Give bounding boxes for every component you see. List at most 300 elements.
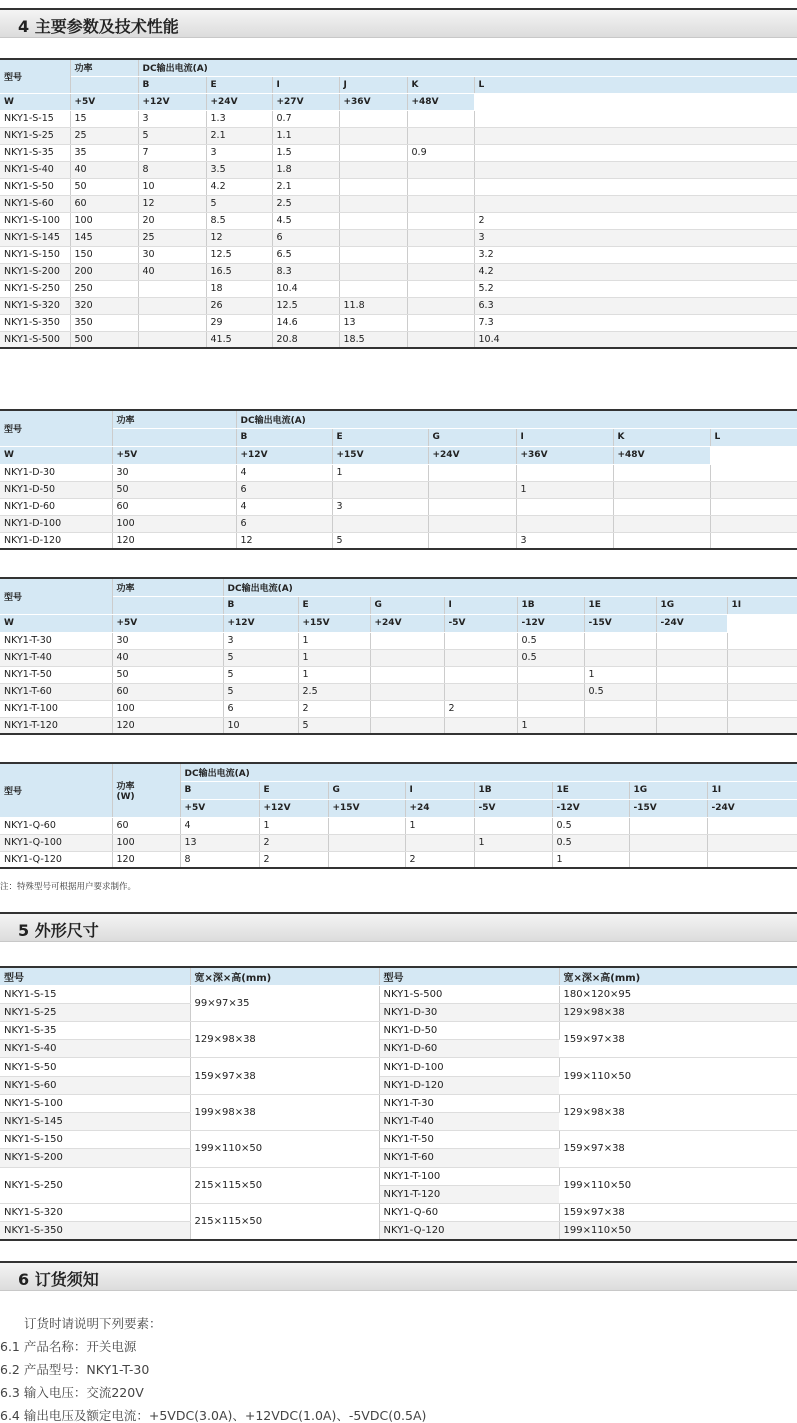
dimension-cell: 199×110×50 — [559, 1058, 797, 1094]
model-cell: NKY1-T-100 — [379, 1167, 559, 1185]
power-cell: 50 — [70, 178, 138, 195]
current-cell — [339, 178, 407, 195]
model-cell: NKY1-T-40 — [0, 649, 112, 666]
current-cell: 2.5 — [298, 683, 370, 700]
current-cell: 8.5 — [206, 212, 272, 229]
dimension-cell: 99×97×35 — [190, 985, 379, 1021]
current-cell: 3 — [223, 632, 298, 649]
model-cell: NKY1-S-150 — [0, 246, 70, 263]
output-voltage: +48V — [613, 446, 710, 464]
current-cell: 2 — [474, 212, 797, 229]
current-cell: 5.2 — [474, 280, 797, 297]
output-voltage: -5V — [444, 614, 517, 632]
dimension-cell: 129×98×38 — [559, 1003, 797, 1021]
power-cell: 60 — [112, 817, 180, 834]
model-cell: NKY1-S-100 — [0, 1094, 190, 1112]
order-intro: 订货时请说明下列要素： — [24, 1316, 162, 1331]
output-voltage: +36V — [516, 446, 613, 464]
dimension-cell: 159×97×38 — [559, 1131, 797, 1167]
current-cell: 4.5 — [272, 212, 339, 229]
model-cell: NKY1-D-120 — [0, 532, 112, 549]
dimension-cell: 199×98×38 — [190, 1094, 379, 1130]
current-cell: 12.5 — [206, 246, 272, 263]
model-cell: NKY1-D-50 — [0, 481, 112, 498]
current-cell: 6 — [272, 229, 339, 246]
current-cell: 8 — [138, 161, 206, 178]
current-cell — [707, 851, 797, 868]
power-cell: 250 — [70, 280, 138, 297]
table-row — [0, 195, 797, 212]
output-voltage: +12V — [223, 614, 298, 632]
dimension-cell: 199×110×50 — [190, 1131, 379, 1167]
current-cell — [370, 666, 444, 683]
model-cell: NKY1-D-60 — [0, 498, 112, 515]
dimension-cell: 129×98×38 — [190, 1022, 379, 1058]
current-cell — [584, 632, 656, 649]
current-cell — [629, 817, 707, 834]
current-cell — [138, 331, 206, 348]
current-cell — [339, 110, 407, 127]
output-code: I — [405, 781, 474, 799]
output-voltage: +5V — [180, 799, 259, 817]
current-cell — [339, 212, 407, 229]
header-row — [0, 428, 797, 446]
output-voltage: +27V — [272, 93, 339, 110]
output-code: L — [710, 428, 797, 446]
section-4-title: 4 主要参数及技术性能 — [18, 17, 179, 36]
current-cell — [328, 817, 405, 834]
table-row — [0, 1167, 797, 1185]
table-dual-output — [0, 409, 797, 550]
table-row — [0, 985, 797, 1003]
output-voltage: +24V — [206, 93, 272, 110]
section-4-header — [0, 8, 797, 38]
power-cell: 15 — [70, 110, 138, 127]
current-cell — [444, 683, 517, 700]
current-cell — [474, 161, 797, 178]
dc-current-header: DC输出电流(A) — [180, 763, 797, 781]
power-cell: 30 — [112, 632, 223, 649]
power-header: 功率 — [70, 59, 138, 76]
current-cell — [328, 851, 405, 868]
output-code: I — [516, 428, 613, 446]
current-cell — [407, 314, 474, 331]
model-cell: NKY1-S-60 — [0, 1076, 190, 1094]
current-cell — [710, 464, 797, 481]
current-cell: 20 — [138, 212, 206, 229]
output-code: 1B — [474, 781, 552, 799]
model-cell: NKY1-D-30 — [0, 464, 112, 481]
current-cell: 1 — [298, 632, 370, 649]
model-cell: NKY1-S-150 — [0, 1131, 190, 1149]
current-cell — [656, 649, 727, 666]
header-row — [0, 967, 797, 985]
output-voltage: -15V — [629, 799, 707, 817]
current-cell — [428, 532, 516, 549]
output-code: E — [259, 781, 328, 799]
section-6-title: 6 订货须知 — [18, 1270, 99, 1289]
power-cell: 30 — [112, 464, 236, 481]
output-voltage: +15V — [298, 614, 370, 632]
current-cell: 13 — [339, 314, 407, 331]
power-cell: 60 — [112, 498, 236, 515]
current-cell: 29 — [206, 314, 272, 331]
header-row — [0, 578, 797, 596]
current-cell — [339, 144, 407, 161]
current-cell: 4 — [180, 817, 259, 834]
table-row — [0, 127, 797, 144]
power-cell: 200 — [70, 263, 138, 280]
header-row — [0, 93, 797, 110]
table-row — [0, 297, 797, 314]
table-row — [0, 144, 797, 161]
power-cell: 100 — [112, 515, 236, 532]
power-cell: 100 — [112, 700, 223, 717]
output-voltage: +24 — [405, 799, 474, 817]
dc-current-header: DC输出电流(A) — [223, 578, 797, 596]
current-cell: 4 — [236, 498, 332, 515]
current-cell: 12 — [138, 195, 206, 212]
current-cell: 2.1 — [272, 178, 339, 195]
dimension-cell: 129×98×38 — [559, 1094, 797, 1130]
current-cell: 10.4 — [474, 331, 797, 348]
table-row — [0, 1222, 797, 1240]
current-cell — [339, 280, 407, 297]
current-cell: 1 — [552, 851, 629, 868]
current-cell — [656, 700, 727, 717]
table-row — [0, 632, 797, 649]
power-cell: 350 — [70, 314, 138, 331]
current-cell: 1 — [474, 834, 552, 851]
power-cell: 60 — [70, 195, 138, 212]
current-cell — [613, 498, 710, 515]
model-cell: NKY1-S-15 — [0, 985, 190, 1003]
current-cell: 10.4 — [272, 280, 339, 297]
current-cell — [727, 683, 797, 700]
current-cell — [138, 280, 206, 297]
current-cell: 4 — [236, 464, 332, 481]
current-cell — [613, 532, 710, 549]
model-cell: NKY1-T-120 — [0, 717, 112, 734]
current-cell — [516, 498, 613, 515]
current-cell — [584, 649, 656, 666]
output-voltage: +12V — [138, 93, 206, 110]
table-row — [0, 532, 797, 549]
dimension-cell: 180×120×95 — [559, 985, 797, 1003]
current-cell — [629, 851, 707, 868]
output-voltage: -12V — [517, 614, 584, 632]
current-cell — [444, 632, 517, 649]
dimension-cell: 159×97×38 — [559, 1022, 797, 1058]
current-cell: 6.3 — [474, 297, 797, 314]
current-cell — [710, 481, 797, 498]
model-cell: NKY1-S-200 — [0, 1149, 190, 1167]
current-cell: 0.7 — [272, 110, 339, 127]
current-cell: 6.5 — [272, 246, 339, 263]
current-cell: 1 — [517, 717, 584, 734]
model-cell: NKY1-T-30 — [0, 632, 112, 649]
current-cell — [407, 127, 474, 144]
current-cell — [656, 683, 727, 700]
table-row — [0, 178, 797, 195]
current-cell — [339, 263, 407, 280]
section-6-header — [0, 1261, 797, 1291]
current-cell — [474, 127, 797, 144]
output-code: E — [332, 428, 428, 446]
current-cell — [474, 178, 797, 195]
model-cell: NKY1-S-320 — [0, 297, 70, 314]
power-cell: 150 — [70, 246, 138, 263]
current-cell: 5 — [206, 195, 272, 212]
current-cell: 0.5 — [517, 649, 584, 666]
output-voltage: +5V — [112, 446, 236, 464]
current-cell: 18.5 — [339, 331, 407, 348]
current-cell — [444, 666, 517, 683]
current-cell — [428, 515, 516, 532]
current-cell: 0.9 — [407, 144, 474, 161]
model-cell: NKY1-T-60 — [379, 1149, 559, 1167]
current-cell — [407, 229, 474, 246]
power-cell: 50 — [112, 666, 223, 683]
current-cell: 3 — [474, 229, 797, 246]
power-cell: 145 — [70, 229, 138, 246]
model-cell: NKY1-S-350 — [0, 314, 70, 331]
current-cell: 1 — [259, 817, 328, 834]
power-unit: W — [0, 446, 112, 464]
current-cell: 2 — [405, 851, 474, 868]
model-cell: NKY1-S-320 — [0, 1203, 190, 1221]
current-cell — [656, 666, 727, 683]
output-voltage: -5V — [474, 799, 552, 817]
table-row — [0, 331, 797, 348]
current-cell: 12 — [236, 532, 332, 549]
current-cell — [727, 700, 797, 717]
section-5-title: 5 外形尺寸 — [18, 921, 99, 940]
dimension-cell: 159×97×38 — [190, 1058, 379, 1094]
power-unit: (W) — [116, 791, 135, 802]
current-cell — [517, 700, 584, 717]
current-cell: 5 — [223, 649, 298, 666]
power-unit: W — [0, 614, 112, 632]
order-notes — [0, 1312, 426, 1423]
power-header — [112, 763, 180, 817]
table-triple-output — [0, 577, 797, 735]
current-cell: 2.1 — [206, 127, 272, 144]
table-row — [0, 246, 797, 263]
model-header: 型号 — [0, 763, 112, 817]
current-cell — [629, 834, 707, 851]
output-voltage: +15V — [332, 446, 428, 464]
output-voltage: +24V — [428, 446, 516, 464]
output-code: G — [370, 596, 444, 614]
order-item: 6.3 输入电压：交流220V — [0, 1385, 144, 1400]
current-cell — [405, 834, 474, 851]
model-cell: NKY1-Q-120 — [379, 1222, 559, 1240]
current-cell — [707, 834, 797, 851]
model-cell: NKY1-T-50 — [0, 666, 112, 683]
current-cell: 0.5 — [517, 632, 584, 649]
current-cell: 5 — [332, 532, 428, 549]
special-model-note: 注：特殊型号可根据用户要求制作。 — [0, 882, 137, 892]
current-cell: 0.5 — [552, 817, 629, 834]
table-row — [0, 515, 797, 532]
output-code: J — [339, 76, 407, 93]
output-code: 1I — [727, 596, 797, 614]
model-header: 型号 — [0, 59, 70, 93]
current-cell: 5 — [223, 683, 298, 700]
current-cell: 4.2 — [474, 263, 797, 280]
current-cell: 3 — [206, 144, 272, 161]
model-cell: NKY1-S-250 — [0, 280, 70, 297]
current-cell — [710, 532, 797, 549]
output-code: 1I — [707, 781, 797, 799]
table-row — [0, 212, 797, 229]
current-cell — [517, 666, 584, 683]
table-row — [0, 649, 797, 666]
current-cell — [428, 481, 516, 498]
current-cell — [584, 717, 656, 734]
model-cell: NKY1-D-30 — [379, 1003, 559, 1021]
output-code: K — [407, 76, 474, 93]
current-cell: 2.5 — [272, 195, 339, 212]
model-cell: NKY1-D-100 — [0, 515, 112, 532]
dimension-header: 宽×深×高(mm) — [559, 967, 797, 985]
header-row — [0, 410, 797, 428]
current-cell — [727, 666, 797, 683]
current-cell — [407, 331, 474, 348]
model-cell: NKY1-D-50 — [379, 1022, 559, 1040]
current-cell: 2 — [298, 700, 370, 717]
current-cell: 2 — [259, 834, 328, 851]
model-cell: NKY1-S-500 — [0, 331, 70, 348]
current-cell: 4.2 — [206, 178, 272, 195]
current-cell — [516, 515, 613, 532]
table-row — [0, 481, 797, 498]
output-code: 1B — [517, 596, 584, 614]
model-cell: NKY1-S-50 — [0, 1058, 190, 1076]
power-cell: 25 — [70, 127, 138, 144]
table-row — [0, 314, 797, 331]
power-unit: W — [0, 93, 70, 110]
current-cell: 10 — [223, 717, 298, 734]
current-cell — [339, 246, 407, 263]
current-cell: 3 — [516, 532, 613, 549]
output-code: G — [328, 781, 405, 799]
model-cell: NKY1-D-120 — [379, 1076, 559, 1094]
model-cell: NKY1-Q-100 — [0, 834, 112, 851]
model-cell: NKY1-Q-60 — [379, 1203, 559, 1221]
current-cell: 1.3 — [206, 110, 272, 127]
current-cell: 20.8 — [272, 331, 339, 348]
output-code: G — [428, 428, 516, 446]
current-cell: 6 — [223, 700, 298, 717]
current-cell: 1 — [405, 817, 474, 834]
current-cell: 3 — [138, 110, 206, 127]
table-dimensions — [0, 966, 797, 1241]
model-cell: NKY1-S-25 — [0, 1003, 190, 1021]
power-label: 功率 — [116, 781, 135, 792]
power-header: 功率 — [112, 578, 223, 596]
current-cell — [444, 649, 517, 666]
current-cell — [339, 195, 407, 212]
output-code: B — [223, 596, 298, 614]
model-header: 型号 — [0, 967, 190, 985]
current-cell — [407, 110, 474, 127]
current-cell — [613, 481, 710, 498]
table-row — [0, 666, 797, 683]
model-header: 型号 — [0, 410, 112, 446]
dimension-cell: 215×115×50 — [190, 1203, 379, 1239]
power-cell: 50 — [112, 481, 236, 498]
output-code: 1E — [552, 781, 629, 799]
table-row — [0, 700, 797, 717]
table-row — [0, 851, 797, 868]
current-cell: 16.5 — [206, 263, 272, 280]
model-cell: NKY1-S-40 — [0, 161, 70, 178]
current-cell — [613, 464, 710, 481]
current-cell — [444, 717, 517, 734]
current-cell — [474, 195, 797, 212]
model-cell: NKY1-D-100 — [379, 1058, 559, 1076]
output-code: 1G — [629, 781, 707, 799]
current-cell — [517, 683, 584, 700]
header-row — [0, 763, 797, 781]
current-cell: 26 — [206, 297, 272, 314]
current-cell: 5 — [298, 717, 370, 734]
model-cell: NKY1-S-40 — [0, 1040, 190, 1058]
dimension-header: 宽×深×高(mm) — [190, 967, 379, 985]
output-voltage: -24V — [707, 799, 797, 817]
current-cell — [656, 717, 727, 734]
power-header: 功率 — [112, 410, 236, 428]
current-cell: 41.5 — [206, 331, 272, 348]
current-cell — [407, 280, 474, 297]
model-cell: NKY1-T-50 — [379, 1131, 559, 1149]
current-cell — [370, 649, 444, 666]
current-cell — [428, 498, 516, 515]
output-voltage: +36V — [339, 93, 407, 110]
current-cell — [613, 515, 710, 532]
power-cell: 120 — [112, 851, 180, 868]
current-cell — [727, 717, 797, 734]
current-cell — [138, 314, 206, 331]
empty-cell — [70, 76, 138, 93]
header-row — [0, 614, 797, 632]
current-cell — [474, 144, 797, 161]
current-cell — [328, 834, 405, 851]
power-cell: 35 — [70, 144, 138, 161]
current-cell: 5 — [223, 666, 298, 683]
current-cell: 3.2 — [474, 246, 797, 263]
output-code: K — [613, 428, 710, 446]
model-cell: NKY1-S-145 — [0, 229, 70, 246]
output-voltage: +48V — [407, 93, 474, 110]
output-voltage: +5V — [70, 93, 138, 110]
power-cell: 120 — [112, 717, 223, 734]
model-cell: NKY1-S-100 — [0, 212, 70, 229]
order-item: 6.4 输出电压及额定电流：+5VDC(3.0A)、+12VDC(1.0A)、-5VDC(0.5A) — [0, 1408, 427, 1423]
power-cell: 500 — [70, 331, 138, 348]
table-row — [0, 263, 797, 280]
output-voltage: -24V — [656, 614, 727, 632]
current-cell — [332, 515, 428, 532]
output-code: E — [298, 596, 370, 614]
empty-cell — [112, 428, 236, 446]
model-cell: NKY1-Q-120 — [0, 851, 112, 868]
model-header: 型号 — [0, 578, 112, 614]
current-cell: 1 — [584, 666, 656, 683]
current-cell — [710, 515, 797, 532]
